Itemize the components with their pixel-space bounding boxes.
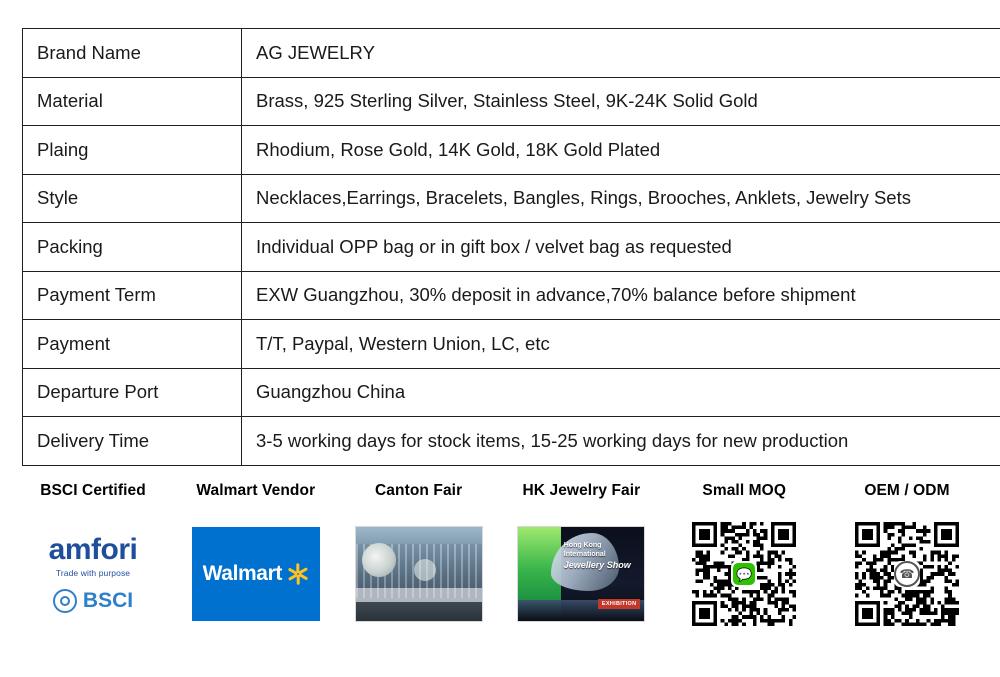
walmart-spark-icon — [287, 563, 309, 585]
specification-table — [22, 28, 1000, 466]
spec-value: Guangzhou China — [242, 368, 1000, 417]
table-row — [23, 174, 1000, 223]
badge-oem-odm — [828, 482, 986, 626]
walmart-logo — [192, 522, 320, 626]
spec-label: Packing — [23, 223, 242, 272]
qr-center-logo — [894, 561, 920, 587]
spec-label: Payment Term — [23, 271, 242, 320]
spec-label: Plaing — [23, 126, 242, 175]
spec-label: Style — [23, 174, 242, 223]
spec-value: Brass, 925 Sterling Silver, Stainless Steel, 9K-24K Solid Gold — [242, 77, 1000, 126]
badge-canton-fair — [340, 482, 498, 626]
amfori-wordmark: amfori — [48, 533, 138, 566]
whatsapp-icon: ☎ — [894, 561, 920, 587]
bsci-rings-icon — [53, 589, 77, 613]
bsci-lockup — [53, 589, 133, 613]
canton-fair-venue-image — [355, 526, 483, 622]
spec-value: T/T, Paypal, Western Union, LC, etc — [242, 320, 1000, 369]
badge-bsci-certified — [14, 482, 172, 626]
table-row — [23, 77, 1000, 126]
badge-title: Walmart Vendor — [196, 482, 316, 499]
table-row — [23, 417, 1000, 466]
canton-ground — [356, 602, 482, 621]
wechat-qr-code — [680, 522, 808, 626]
badge-title: Canton Fair — [374, 482, 463, 499]
badge-small-moq — [665, 482, 823, 626]
hk-show-caption — [564, 542, 645, 571]
qr-code-wechat[interactable] — [692, 522, 796, 626]
bsci-wordmark: BSCI — [82, 589, 134, 612]
spec-value: Necklaces,Earrings, Bracelets, Bangles, Rings, Brooches, Anklets, Jewelry Sets — [242, 174, 1000, 223]
badge-hk-jewelry-fair — [502, 482, 660, 626]
amfori-tagline: Trade with purpose — [55, 568, 131, 578]
table-row — [23, 320, 1000, 369]
badge-title: OEM / ODM — [864, 482, 950, 499]
hk-caption-line2: Jewellery Show — [563, 559, 631, 570]
spec-value: Individual OPP bag or in gift box / velvet bag as requested — [242, 223, 1000, 272]
hk-jewellery-show-photo — [517, 522, 645, 626]
whatsapp-qr-code — [843, 522, 971, 626]
amfori-logo — [29, 522, 157, 626]
spec-label: Brand Name — [23, 29, 242, 78]
credentials-row — [14, 482, 986, 626]
table-row — [23, 29, 1000, 78]
badge-title: Small MOQ — [702, 482, 786, 499]
spec-label: Departure Port — [23, 368, 242, 417]
table-row — [23, 271, 1000, 320]
hk-exhibition-badge: EXHIBITION — [598, 599, 640, 609]
canton-fair-photo — [355, 522, 483, 626]
spec-value: EXW Guangzhou, 30% deposit in advance,70% balance before shipment — [242, 271, 1000, 320]
walmart-wordmark: Walmart — [202, 562, 282, 585]
hk-jewellery-show-image — [517, 526, 645, 622]
canton-facade-band — [356, 588, 482, 602]
spec-label: Delivery Time — [23, 417, 242, 466]
qr-code-whatsapp[interactable] — [855, 522, 959, 626]
specification-table-body — [23, 29, 1000, 466]
amfori-bsci-logo — [29, 522, 157, 626]
badge-title: HK Jewelry Fair — [522, 482, 641, 499]
spec-label: Material — [23, 77, 242, 126]
wechat-icon: 💬 — [733, 563, 755, 585]
table-row — [23, 126, 1000, 175]
hk-caption-line1: Hong Kong International — [563, 542, 606, 558]
table-row — [23, 223, 1000, 272]
badge-walmart-vendor — [177, 482, 335, 626]
spec-value: AG JEWELRY — [242, 29, 1000, 78]
spec-value: 3-5 working days for stock items, 15-25 working days for new production — [242, 417, 1000, 466]
qr-center-logo — [731, 561, 757, 587]
spec-value: Rhodium, Rose Gold, 14K Gold, 18K Gold Plated — [242, 126, 1000, 175]
spec-label: Payment — [23, 320, 242, 369]
walmart-logo-tile — [192, 527, 320, 621]
table-row — [23, 368, 1000, 417]
badge-title: BSCI Certified — [40, 482, 146, 499]
